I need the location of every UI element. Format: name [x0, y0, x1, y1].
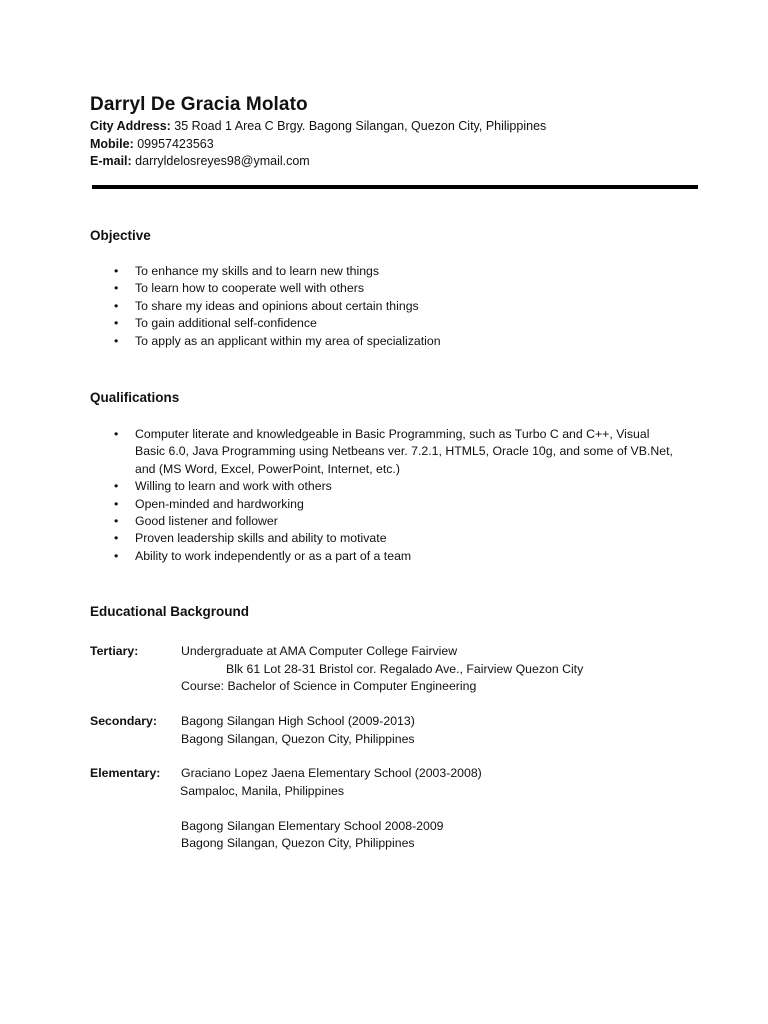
list-item: • Proven leadership skills and ability to motivate: [114, 530, 714, 547]
bullet-icon: •: [114, 281, 119, 296]
elementary-school-2: Bagong Silangan Elementary School 2008-2009: [181, 818, 444, 833]
elementary-entry: [90, 765, 710, 853]
applicant-name: Darryl De Gracia Molato: [90, 94, 308, 115]
education-heading: Educational Background: [90, 604, 250, 619]
contact-block: [90, 118, 546, 171]
email-label: E-mail:: [90, 154, 132, 168]
qualifications-list: [114, 426, 714, 565]
qualifications-heading: Qualifications: [90, 390, 180, 405]
email-value: darryldelosreyes98@ymail.com: [131, 154, 310, 168]
elementary-school-1: Graciano Lopez Jaena Elementary School (2003-2008): [181, 766, 482, 780]
bullet-icon: •: [114, 333, 119, 348]
bullet-icon: •: [114, 548, 119, 563]
list-item: • To learn how to cooperate well with others: [114, 280, 714, 297]
secondary-entry: [90, 713, 710, 748]
header-divider: [92, 185, 698, 189]
bullet-icon: •: [114, 514, 119, 529]
list-item: • To share my ideas and opinions about certain things: [114, 298, 714, 315]
list-item: • To gain additional self-confidence: [114, 315, 714, 332]
mobile-row: [90, 136, 546, 154]
list-item: • Open-minded and hardworking: [114, 496, 714, 513]
bullet-icon: •: [114, 316, 119, 331]
email-row: [90, 153, 546, 171]
elementary-label: Elementary:: [90, 766, 161, 780]
mobile-label: Mobile:: [90, 136, 134, 151]
objective-heading: Objective: [90, 228, 151, 243]
list-item: • Willing to learn and work with others: [114, 478, 714, 495]
elementary-address-1: Sampaloc, Manila, Philippines: [180, 783, 345, 798]
bullet-icon: •: [114, 427, 119, 441]
objective-list: [114, 263, 714, 350]
bullet-icon: •: [114, 531, 119, 546]
list-item: • To apply as an applicant within my area of specialization: [114, 333, 714, 350]
tertiary-school: Undergraduate at AMA Computer College Fairview: [181, 644, 458, 658]
tertiary-label: Tertiary:: [90, 644, 139, 658]
bullet-icon: •: [114, 264, 119, 278]
bullet-icon: •: [114, 298, 119, 313]
address-label: City Address:: [90, 119, 171, 133]
list-item: • To enhance my skills and to learn new things: [114, 263, 714, 280]
list-item: • Computer literate and knowledgeable in Basic Programming, such as Turbo C and C++, Visual Basic 6.0, Java Programming using Netbeans ver. 7.2.1, HTML5, Oracle 10g, and some of VB.Net, and (MS Word, Excel, PowerPoint, Internet, etc.): [114, 427, 673, 476]
tertiary-entry: [90, 643, 710, 696]
bullet-icon: •: [114, 496, 119, 511]
list-item: • Ability to work independently or as a part of a team: [114, 548, 714, 565]
address-value: 35 Road 1 Area C Brgy. Bagong Silangan, Quezon City, Philippines: [170, 119, 547, 133]
secondary-address: Bagong Silangan, Quezon City, Philippines: [181, 731, 415, 746]
secondary-label: Secondary:: [90, 714, 157, 728]
secondary-school: Bagong Silangan High School (2009-2013): [181, 714, 415, 728]
tertiary-course: Course: Bachelor of Science in Computer Engineering: [181, 679, 477, 694]
tertiary-address: Blk 61 Lot 28-31 Bristol cor. Regalado Ave., Fairview Quezon City: [226, 661, 584, 676]
bullet-icon: •: [114, 479, 119, 494]
address-row: [90, 118, 546, 136]
list-item: • Good listener and follower: [114, 513, 714, 530]
mobile-value: 09957423563: [133, 136, 214, 151]
elementary-address-2: Bagong Silangan, Quezon City, Philippines: [181, 836, 415, 851]
